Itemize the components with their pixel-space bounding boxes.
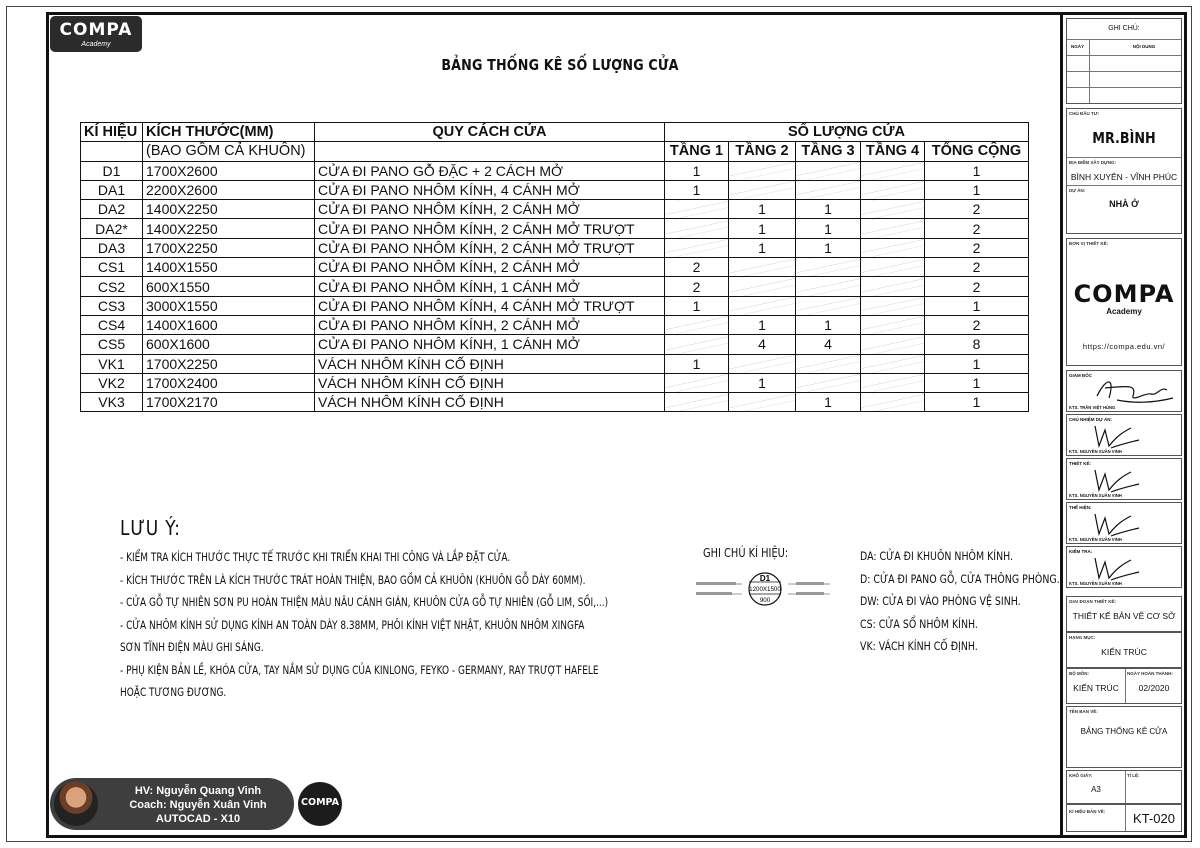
page-title: BẢNG THỐNG KÊ SỐ LƯỢNG CỬA — [441, 56, 679, 74]
cell-floor-qty — [796, 354, 861, 373]
badge-course: AUTOCAD - X10 — [155, 813, 241, 825]
cell-floor-qty — [796, 277, 861, 296]
cell-floor-qty — [729, 296, 796, 315]
cell-code: CS4 — [81, 315, 143, 334]
cell-floor-qty — [861, 335, 925, 354]
design-unit-box — [1066, 238, 1182, 366]
cell-total: 8 — [925, 335, 1029, 354]
cell-floor-qty — [729, 277, 796, 296]
cell-floor-qty: 1 — [796, 315, 861, 334]
cell-floor-qty — [796, 296, 861, 315]
cell-floor-qty — [665, 200, 729, 219]
cell-code: DA3 — [81, 238, 143, 257]
door-tag-symbol — [690, 572, 840, 606]
table-row — [81, 219, 1029, 238]
kiem-tra-label: KIỂM TRA: — [1069, 549, 1093, 554]
cell-floor-qty — [861, 393, 925, 412]
table-row — [81, 373, 1029, 392]
legend-title: GHI CHÚ KÍ HIỆU: — [703, 546, 789, 560]
signature-mark — [1087, 506, 1177, 540]
header-floor: TẦNG 3 — [796, 142, 861, 161]
cell-floor-qty — [665, 393, 729, 412]
table-row — [81, 258, 1029, 277]
header-so-luong: SỐ LƯỢNG CỬA — [665, 123, 1029, 142]
table-row — [81, 315, 1029, 334]
cell-total: 1 — [925, 161, 1029, 180]
cell-floor-qty — [861, 277, 925, 296]
table-row — [81, 354, 1029, 373]
cell-floor-qty — [729, 161, 796, 180]
abbreviation-item: DW: CỬA ĐI VÀO PHÒNG VỆ SINH. — [860, 594, 1021, 608]
ngay-label: NGÀY — [1071, 44, 1085, 49]
cell-code: DA1 — [81, 180, 143, 199]
cell-desc: CỬA ĐI PANO GỖ ĐẶC + 2 CÁCH MỞ — [315, 161, 665, 180]
table-row — [81, 393, 1029, 412]
note-line: - KÍCH THƯỚC TRÊN LÀ KÍCH THƯỚC TRÁT HOÀN THIỆN, BAO GỒM CẢ KHUÔN (KHUÔN GỖ DÀY 60MM). — [120, 572, 586, 587]
student-badge — [50, 778, 339, 830]
header-floor: TẦNG 2 — [729, 142, 796, 161]
cell-floor-qty: 1 — [796, 219, 861, 238]
cell-floor-qty — [861, 354, 925, 373]
thiet-ke-name: KTS. NGUYỄN XUÂN VINH — [1069, 493, 1122, 498]
notes-heading: LƯU Ý: — [120, 516, 181, 540]
cell-floor-qty: 2 — [665, 277, 729, 296]
cell-desc: CỬA ĐI PANO NHÔM KÍNH, 1 CÁNH MỞ — [315, 277, 665, 296]
cell-code: DA2 — [81, 200, 143, 219]
cell-desc: VÁCH NHÔM KÍNH CỐ ĐỊNH — [315, 354, 665, 373]
symbol-code: D1 — [759, 574, 771, 583]
cell-floor-qty — [861, 238, 925, 257]
cell-floor-qty — [665, 219, 729, 238]
category-box — [1066, 632, 1182, 668]
cell-floor-qty — [665, 373, 729, 392]
cell-desc: VÁCH NHÔM KÍNH CỐ ĐỊNH — [315, 393, 665, 412]
ngay-ht-label: NGÀY HOÀN THÀNH: — [1127, 671, 1173, 676]
cell-floor-qty: 1 — [796, 200, 861, 219]
table-row — [81, 296, 1029, 315]
cell-desc: CỬA ĐI PANO NHÔM KÍNH, 2 CÁNH MỞ TRƯỢT — [315, 219, 665, 238]
note-line: - KIỂM TRA KÍCH THƯỚC THỰC TẾ TRƯỚC KHI TRIỂN KHAI THI CÔNG VÀ LẮP ĐẶT CỬA. — [120, 550, 511, 564]
giai-doan-value: THIẾT KẾ BẢN VẼ CƠ SỞ — [1072, 611, 1176, 621]
cell-code: VK1 — [81, 354, 143, 373]
kiem-tra-name: KTS. NGUYỄN XUÂN VINH — [1069, 581, 1122, 586]
cell-code: D1 — [81, 161, 143, 180]
cell-floor-qty: 1 — [729, 373, 796, 392]
discipline-date-box — [1066, 668, 1182, 704]
logo-brand-text: COMPA — [59, 20, 133, 40]
cell-floor-qty — [665, 315, 729, 334]
cell-total: 2 — [925, 219, 1029, 238]
cell-code: CS5 — [81, 335, 143, 354]
cell-floor-qty — [861, 258, 925, 277]
website-link[interactable]: https://compa.edu.vn/ — [1082, 342, 1166, 351]
cell-desc: CỬA ĐI PANO NHÔM KÍNH, 4 CÁNH MỞ — [315, 180, 665, 199]
cell-total: 1 — [925, 393, 1029, 412]
drawing-code: KT-020 — [1133, 811, 1175, 826]
cell-total: 1 — [925, 180, 1029, 199]
giai-doan-label: GIAI ĐOẠN THIẾT KẾ: — [1069, 599, 1116, 604]
cell-floor-qty: 1 — [665, 180, 729, 199]
cell-desc: CỬA ĐI PANO NHÔM KÍNH, 1 CÁNH MỞ — [315, 335, 665, 354]
signature-mark — [1087, 374, 1177, 408]
cell-floor-qty: 4 — [796, 335, 861, 354]
cell-code: VK2 — [81, 373, 143, 392]
cell-size: 1400X2250 — [143, 200, 315, 219]
table-row — [81, 180, 1029, 199]
cell-total: 2 — [925, 258, 1029, 277]
cell-floor-qty — [796, 161, 861, 180]
signature-thiet-ke — [1066, 458, 1182, 500]
note-line: - PHỤ KIỆN BẢN LỀ, KHÓA CỬA, TAY NẮM SỬ DỤNG CỦA KINLONG, FEYKO - GERMANY, RAY TRƯỢT HAFELE — [120, 662, 599, 677]
signature-mark — [1087, 550, 1177, 584]
notes-section — [120, 516, 746, 704]
signature-mark — [1087, 462, 1177, 496]
hang-muc-label: HẠNG MỤC: — [1069, 635, 1096, 640]
abbreviation-item: VK: VÁCH KÍNH CỐ ĐỊNH. — [860, 639, 978, 653]
note-line: - CỬA NHÔM KÍNH SỬ DỤNG KÍNH AN TOÀN DÀY 8.38MM, PHÔI KÍNH VIỆT NHẬT, KHUÔN NHÔM XINGFA — [120, 617, 585, 632]
badge-logo — [298, 782, 342, 826]
drawing-name-box — [1066, 706, 1182, 768]
project-info-box — [1066, 108, 1182, 234]
cell-floor-qty: 1 — [665, 354, 729, 373]
cell-floor-qty: 1 — [796, 393, 861, 412]
cell-size: 600X1600 — [143, 335, 315, 354]
header-total: TỔNG CỘNG — [925, 142, 1029, 161]
cell-floor-qty — [861, 180, 925, 199]
cell-total: 2 — [925, 315, 1029, 334]
chu-nhiem-name: KTS. NGUYỄN XUÂN VINH — [1069, 449, 1122, 454]
cell-floor-qty: 1 — [729, 315, 796, 334]
cell-size: 1400X1600 — [143, 315, 315, 334]
cell-floor-qty — [729, 258, 796, 277]
design-phase-box — [1066, 596, 1182, 632]
cell-size: 1700X2400 — [143, 373, 315, 392]
cell-floor-qty — [861, 315, 925, 334]
cell-floor-qty: 1 — [796, 238, 861, 257]
compa-logo — [50, 16, 142, 52]
ten-ban-ve-label: TÊN BẢN VẼ: — [1069, 709, 1098, 714]
note-line: SƠN TĨNH ĐIỆN MÀU GHI SÁNG. — [120, 640, 264, 654]
du-an-value: NHÀ Ở — [1109, 199, 1139, 209]
badge-student: HV: Nguyễn Quang Vinh — [134, 785, 262, 797]
cell-floor-qty — [861, 161, 925, 180]
don-vi-label: ĐƠN VỊ THIẾT KẾ: — [1069, 241, 1109, 246]
header-quy-cach: QUY CÁCH CỬA — [315, 123, 665, 142]
badge-text — [110, 784, 286, 826]
cell-desc: VÁCH NHÔM KÍNH CỐ ĐỊNH — [315, 373, 665, 392]
cell-floor-qty — [861, 296, 925, 315]
chu-nhiem-label: CHỦ NHIỆM DỰ ÁN: — [1069, 417, 1112, 422]
cell-total: 1 — [925, 373, 1029, 392]
cell-code: CS3 — [81, 296, 143, 315]
cell-size: 1700X2600 — [143, 161, 315, 180]
header-floor: TẦNG 4 — [861, 142, 925, 161]
title-block-divider — [1060, 12, 1063, 838]
cell-floor-qty: 1 — [665, 296, 729, 315]
kho-giay-value: A3 — [1091, 785, 1101, 794]
revision-notes-box — [1066, 18, 1182, 104]
table-row — [81, 335, 1029, 354]
cell-desc: CỬA ĐI PANO NHÔM KÍNH, 2 CÁNH MỞ — [315, 200, 665, 219]
signature-chu-nhiem — [1066, 414, 1182, 456]
the-hien-label: THỂ HIỆN: — [1069, 505, 1092, 510]
avatar — [54, 782, 98, 826]
cell-code: CS2 — [81, 277, 143, 296]
cell-size: 1700X2170 — [143, 393, 315, 412]
cell-code: CS1 — [81, 258, 143, 277]
cell-floor-qty — [796, 180, 861, 199]
table-row — [81, 238, 1029, 257]
header-floor: TẦNG 1 — [665, 142, 729, 161]
du-an-label: DỰ ÁN: — [1069, 188, 1086, 193]
abbreviation-item: DA: CỬA ĐI KHUÔN NHÔM KÍNH. — [860, 549, 1014, 563]
cell-floor-qty — [729, 393, 796, 412]
cell-desc: CỬA ĐI PANO NHÔM KÍNH, 4 CÁNH MỞ TRƯỢT — [315, 296, 665, 315]
cell-floor-qty: 2 — [665, 258, 729, 277]
drawing-code-box — [1066, 804, 1182, 832]
cell-code: DA2* — [81, 219, 143, 238]
thiet-ke-label: THIẾT KẾ: — [1069, 461, 1091, 466]
cell-desc: CỬA ĐI PANO NHÔM KÍNH, 2 CÁNH MỞ TRƯỢT — [315, 238, 665, 257]
signature-mark — [1087, 418, 1177, 452]
cell-floor-qty: 1 — [665, 161, 729, 180]
header-kich-thuoc-sub: (BAO GỒM CẢ KHUÔN) — [143, 142, 315, 161]
paper-scale-box — [1066, 770, 1182, 804]
cell-floor-qty — [665, 335, 729, 354]
table-row — [81, 277, 1029, 296]
table-row — [81, 200, 1029, 219]
bo-mon-value: KIẾN TRÚC — [1073, 683, 1119, 693]
cell-floor-qty — [796, 258, 861, 277]
cell-floor-qty — [861, 219, 925, 238]
ngay-ht-value: 02/2020 — [1138, 683, 1170, 693]
cell-floor-qty: 1 — [729, 238, 796, 257]
the-hien-name: KTS. NGUYỄN XUÂN VINH — [1069, 537, 1122, 542]
cell-size: 3000X1550 — [143, 296, 315, 315]
design-unit-logo: COMPA — [1073, 280, 1175, 308]
badge-coach: Coach: Nguyễn Xuân Vinh — [129, 799, 267, 811]
ghi-chu-label: GHI CHÚ: — [1108, 25, 1140, 32]
cell-size: 2200X2600 — [143, 180, 315, 199]
dia-diem-value: BÌNH XUYÊN - VĨNH PHÚC — [1070, 172, 1178, 182]
cell-code: VK3 — [81, 393, 143, 412]
design-unit-sub: Academy — [1106, 307, 1142, 316]
signature-the-hien — [1066, 502, 1182, 544]
table-body — [81, 161, 1029, 412]
table-row — [81, 161, 1029, 180]
cell-total: 2 — [925, 200, 1029, 219]
abbreviation-item: CS: CỬA SỔ NHÔM KÍNH. — [860, 616, 978, 631]
cell-total: 2 — [925, 238, 1029, 257]
cell-floor-qty — [796, 373, 861, 392]
symbol-sill: 900 — [759, 597, 771, 604]
note-line: HOẶC TƯƠNG ĐƯƠNG. — [120, 685, 227, 699]
cell-total: 1 — [925, 354, 1029, 373]
cell-total: 1 — [925, 296, 1029, 315]
cell-floor-qty: 4 — [729, 335, 796, 354]
cell-desc: CỬA ĐI PANO NHÔM KÍNH, 2 CÁNH MỞ — [315, 258, 665, 277]
signature-kiem-tra — [1066, 546, 1182, 588]
bo-mon-label: BỘ MÔN: — [1069, 671, 1089, 676]
note-line: - CỬA GỖ TỰ NHIÊN SƠN PU HOÀN THIỆN MÀU NÂU CÁNH GIÁN, KHUÔN CỬA GỖ TỰ NHIÊN (GỖ LIM, SỒI,...) — [120, 595, 609, 609]
cell-size: 600X1550 — [143, 277, 315, 296]
cell-floor-qty: 1 — [729, 219, 796, 238]
cell-desc: CỬA ĐI PANO NHÔM KÍNH, 2 CÁNH MỞ — [315, 315, 665, 334]
cell-floor-qty — [861, 373, 925, 392]
cell-floor-qty — [861, 200, 925, 219]
giam-doc-name: KTS. TRẦN VIỆT HÙNG — [1069, 405, 1116, 410]
ti-le-label: TỈ LỆ: — [1127, 773, 1140, 778]
header-kich-thuoc: KÍCH THƯỚC(MM) — [143, 123, 315, 142]
chu-dau-tu-label: CHỦ ĐẦU TƯ: — [1069, 111, 1099, 116]
logo-sub-text: Academy — [81, 41, 111, 48]
kho-giay-label: KHỔ GIẤY: — [1069, 773, 1093, 778]
door-schedule-table — [80, 122, 1029, 412]
badge-logo-text: COMPA — [301, 797, 339, 808]
signature-giam-doc — [1066, 370, 1182, 412]
ten-ban-ve-value: BẢNG THỐNG KÊ CỬA — [1080, 727, 1168, 736]
giam-doc-label: GIÁM ĐỐC — [1069, 373, 1092, 378]
cell-size: 1400X2250 — [143, 219, 315, 238]
cell-floor-qty — [665, 238, 729, 257]
hang-muc-value: KIẾN TRÚC — [1101, 647, 1147, 657]
chu-dau-tu-value: MR.BÌNH — [1092, 129, 1156, 147]
noi-dung-label: NỘI DUNG — [1132, 44, 1156, 49]
ki-hieu-label: KÍ HIỆU BẢN VẼ: — [1069, 809, 1106, 814]
cell-size: 1700X2250 — [143, 354, 315, 373]
abbreviation-item: D: CỬA ĐI PANO GỖ, CỬA THÔNG PHÒNG. — [860, 571, 1060, 586]
cell-total: 2 — [925, 277, 1029, 296]
cell-floor-qty — [729, 354, 796, 373]
header-ki-hieu: KÍ HIỆU — [81, 123, 143, 142]
cell-size: 1700X2250 — [143, 238, 315, 257]
cell-floor-qty — [729, 180, 796, 199]
dia-diem-label: ĐỊA ĐIỂM XÂY DỰNG: — [1069, 160, 1116, 165]
cell-floor-qty: 1 — [729, 200, 796, 219]
symbol-size: 1200X1500 — [749, 586, 781, 593]
cell-size: 1400X1550 — [143, 258, 315, 277]
